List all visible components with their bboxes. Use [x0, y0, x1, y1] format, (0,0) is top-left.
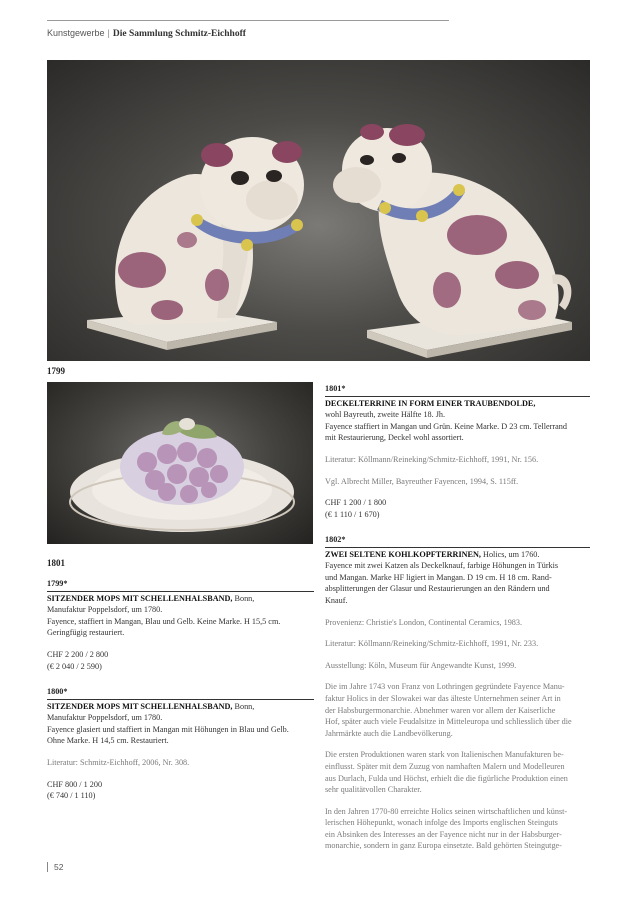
lot-line: Ohne Marke. H 14,5 cm. Restauriert.: [47, 736, 169, 746]
paragraph-line: faktur Holics in der Slowakei war das älteste Unternehmen seiner Art in: [325, 693, 561, 703]
lot-comparison: Vgl. Albrecht Miller, Bayreuther Fayencen, 1994, S. 115ff.: [325, 476, 519, 486]
history-paragraph-3: [325, 806, 590, 852]
paragraph-line: der Habsburgermonarchie. Abnehmer waren vor allem der Kaiserliche: [325, 705, 556, 715]
dogs-photo-caption: 1799: [47, 366, 65, 376]
lot-literature: Literatur: Schmitz-Eichhoff, 2006, Nr. 308.: [47, 757, 190, 767]
lot-title: ZWEI SELTENE KOHLKOPFTERRINEN,: [325, 549, 481, 559]
paragraph-line: ein Absinken des Interesses an der Fayence nicht nur in der Habsburger-: [325, 829, 562, 839]
lot-desc-line: absplitterungen der Glasur und Restaurierungen an den Rändern und: [325, 584, 550, 594]
lot-number: 1800*: [47, 687, 68, 696]
paragraph-line: Die ersten Produktionen waren stark von Italienischen Manufakturen be-: [325, 750, 564, 760]
page-number-bar: [47, 862, 48, 872]
lot-line: Fayence glasiert und staffiert in Mangan mit Höhungen in Blau und Gelb.: [47, 724, 289, 734]
paragraph-line: Jahrmärkte auch die Landbevölkerung.: [325, 728, 453, 738]
lot-desc-line: Knauf.: [325, 595, 348, 605]
lot-price-eur: (€ 1 110 / 1 670): [325, 509, 380, 519]
header-collection: Die Sammlung Schmitz-Eichhoff: [112, 29, 246, 39]
page-number-text: 52: [54, 862, 64, 872]
terrine-photo-caption: 1801: [47, 558, 65, 568]
lot-rule: [47, 591, 314, 592]
grape-terrine-illustration: [47, 382, 313, 544]
paragraph-line: sehr qualitätvollen Charakter.: [325, 785, 422, 795]
pug-figurines-photo: [47, 60, 590, 361]
grape-terrine-photo: [47, 382, 313, 544]
pug-figurines-illustration: [47, 60, 590, 361]
page-number: [47, 862, 63, 872]
lot-number: 1802*: [325, 535, 346, 544]
lot-line: Geringfügig restauriert.: [47, 628, 125, 638]
lot-title: DECKELTERRINE IN FORM EINER TRAUBENDOLDE,: [325, 398, 536, 408]
lot-price-chf: CHF 2 200 / 2 800: [47, 649, 109, 659]
lot-1801: [325, 383, 590, 520]
lot-price-chf: CHF 1 200 / 1 800: [325, 498, 387, 508]
lot-line: Manufaktur Poppelsdorf, um 1780.: [47, 713, 163, 723]
lot-desc-line: Fayence mit zwei Katzen als Deckelknauf, farbige Höhungen in Türkis: [325, 561, 559, 571]
lot-line: Manufaktur Poppelsdorf, um 1780.: [47, 605, 163, 615]
paragraph-line: Hof, später auch viele Feudalsitze in Mitteleuropa und schliesslich über die: [325, 717, 572, 727]
lot-price-eur: (€ 740 / 1 110): [47, 791, 96, 801]
lot-line: Fayence, staffiert in Mangan, Blau und Gelb. Keine Marke. H 15,5 cm.: [47, 616, 281, 626]
paragraph-line: monarchie, sondern in ganz Europa einsetzte. Bald gehörten Steingutge-: [325, 841, 562, 851]
lot-line: wohl Bayreuth, zweite Hälfte 18. Jh.: [325, 410, 446, 420]
lot-price-chf: CHF 800 / 1 200: [47, 779, 103, 789]
paragraph-line: einflusst. Später mit dem Zuzug von namhaften Malern und Modelleuren: [325, 761, 565, 771]
lot-place: Bonn,: [234, 701, 255, 711]
header-separator: |: [107, 28, 110, 38]
paragraph-line: Die im Jahre 1743 von Franz von Lothringen gegründete Fayence Manu-: [325, 682, 565, 692]
history-paragraph-2: [325, 749, 590, 795]
history-paragraph-1: [325, 681, 590, 739]
lot-title: SITZENDER MOPS MIT SCHELLENHALSBAND,: [47, 701, 233, 711]
lot-place: Bonn,: [234, 593, 255, 603]
lot-literature: Literatur: Köllmann/Reineking/Schmitz-Eichhoff, 1991, Nr. 156.: [325, 454, 539, 464]
lot-number: 1799*: [47, 579, 68, 588]
lot-rule: [325, 396, 590, 397]
lot-1799: [47, 578, 314, 672]
lot-line: Fayence staffiert in Mangan und Grün. Keine Marke. D 23 cm. Tellerrand: [325, 421, 567, 431]
lot-title: SITZENDER MOPS MIT SCHELLENHALSBAND,: [47, 593, 233, 603]
lot-place: Holics, um 1760.: [483, 549, 540, 559]
lot-price-eur: (€ 2 040 / 2 590): [47, 661, 102, 671]
lot-rule: [325, 547, 590, 548]
paragraph-line: lerischen Höhepunkt, wonach infolge des Imports englischen Steinguts: [325, 818, 558, 828]
lot-rule: [47, 699, 314, 700]
header-rule: [47, 20, 449, 21]
lot-1802: [325, 534, 590, 852]
running-header: [47, 28, 246, 39]
lot-desc-line: und Mangan. Marke HF ligiert in Mangan. D 19 cm. H 18 cm. Rand-: [325, 572, 552, 582]
lot-exhibition: Ausstellung: Köln, Museum für Angewandte Kunst, 1999.: [325, 660, 517, 670]
lot-1800: [47, 686, 314, 802]
paragraph-line: In den Jahren 1770-80 erreichte Holics seinen wirtschaftlichen und künst-: [325, 806, 568, 816]
lot-number: 1801*: [325, 384, 346, 393]
lot-provenance: Provenienz: Christie's London, Continental Ceramics, 1983.: [325, 617, 523, 627]
paragraph-line: aus Durlach, Fulda und Höchst, erhielt die die figürliche Produktion einen: [325, 773, 568, 783]
header-section: Kunstgewerbe: [47, 28, 105, 38]
lot-line: mit Restaurierung, Deckel wohl assortiert.: [325, 433, 464, 443]
lot-literature: Literatur: Köllmann/Reineking/Schmitz-Eichhoff, 1991, Nr. 233.: [325, 639, 539, 649]
